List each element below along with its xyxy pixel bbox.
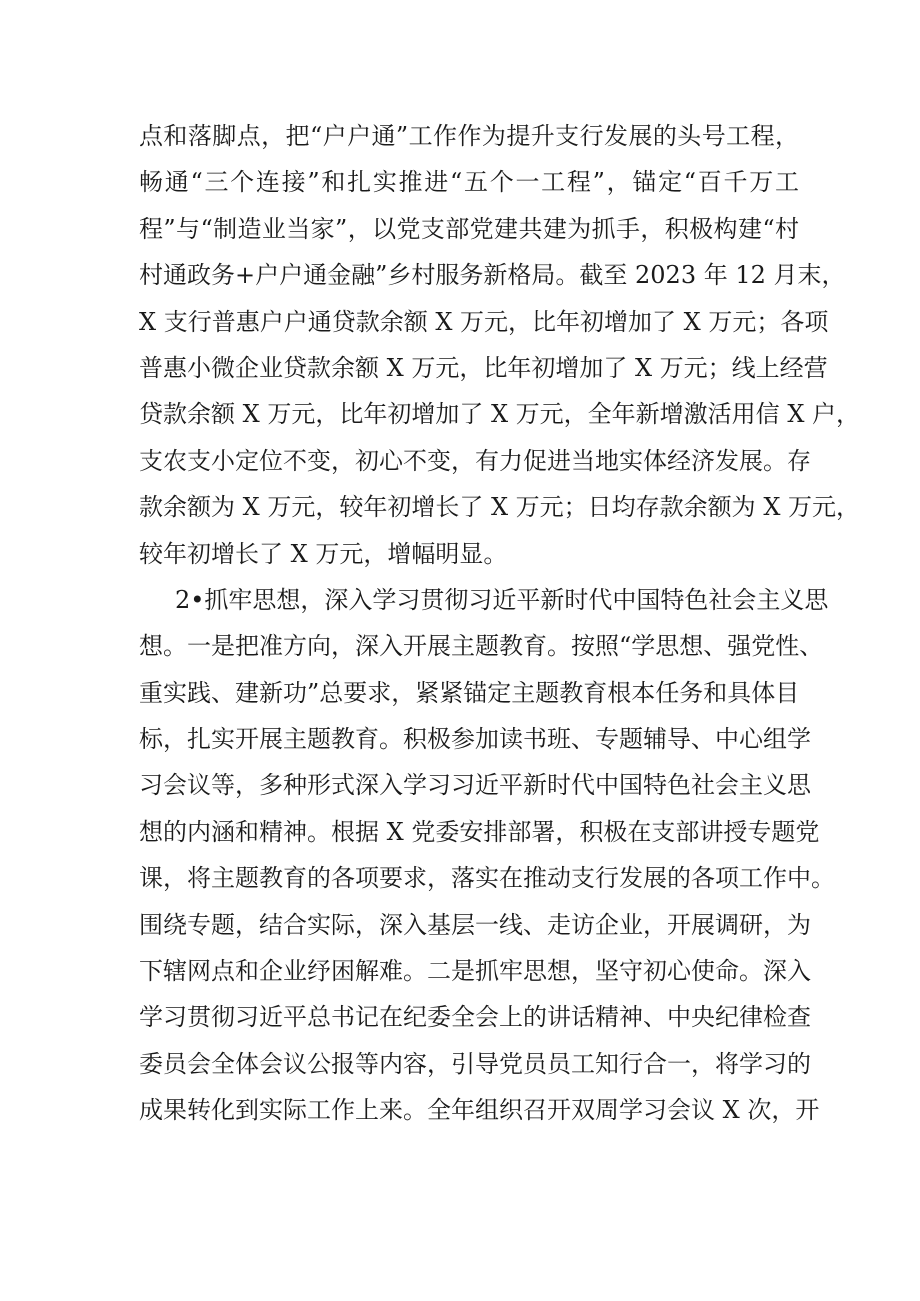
paragraph-2-line: 标，扎实开展主题教育。积极参加读书班、专题辅导、中心组学 bbox=[139, 725, 811, 754]
paragraph-2 bbox=[139, 577, 835, 1134]
paragraph-2-line: 下辖网点和企业纾困解难。二是抓牢思想，坚守初心使命。深入 bbox=[139, 957, 811, 986]
paragraph-2-line: 学习贯彻习近平总书记在纪委全会上的讲话精神、中央纪律检查 bbox=[139, 1003, 811, 1032]
paragraph-1-line: 村通政务+户户通金融”乡村服务新格局。截至 2023 年 12 月末， bbox=[139, 261, 846, 290]
paragraph-1-line: X 支行普惠户户通贷款余额 X 万元，比年初增加了 X 万元；各项 bbox=[139, 307, 829, 336]
paragraph-2-line: 重实践、建新功”总要求，紧紧锚定主题教育根本任务和具体目 bbox=[139, 678, 800, 707]
paragraph-1-line: 较年初增长了 X 万元，增幅明显。 bbox=[139, 539, 508, 568]
paragraph-2-line: 2•抓牢思想，深入学习贯彻习近平新时代中国特色社会主义思 bbox=[175, 585, 829, 614]
paragraph-1-line: 点和落脚点，把“户户通”工作作为提升支行发展的头号工程， bbox=[139, 122, 799, 150]
paragraph-2-line: 委员会全体会议公报等内容，引导党员员工知行合一，将学习的 bbox=[139, 1049, 811, 1078]
paragraph-1-line: 程”与“制造业当家”，以党支部党建共建为抓手，积极构建“村 bbox=[139, 214, 799, 243]
paragraph-2-line: 想的内涵和精神。根据 X 党委安排部署，积极在支部讲授专题党 bbox=[139, 817, 820, 846]
paragraph-1-line: 普惠小微企业贷款余额 X 万元，比年初增加了 X 万元；线上经营 bbox=[139, 353, 828, 382]
paragraph-1-line: 款余额为 X 万元，较年初增长了 X 万元；日均存款余额为 X 万元， bbox=[139, 493, 861, 522]
document-body bbox=[139, 113, 861, 1134]
paragraph-2-line: 围绕专题，结合实际，深入基层一线、走访企业，开展调研，为 bbox=[139, 910, 811, 939]
paragraph-1-line: 支农支小定位不变，初心不变，有力促进当地实体经济发展。存 bbox=[139, 446, 811, 475]
paragraph-2-line: 习会议等，多种形式深入学习习近平新时代中国特色社会主义思 bbox=[139, 771, 811, 800]
paragraph-1-line: 畅通“三个连接”和扎实推进“五个一工程”，锚定“百千万工 bbox=[139, 168, 799, 197]
paragraph-1 bbox=[139, 113, 861, 577]
paragraph-2-line: 成果转化到实际工作上来。全年组织召开双周学习会议 X 次，开 bbox=[139, 1096, 820, 1125]
paragraph-2-line: 课，将主题教育的各项要求，落实在推动支行发展的各项工作中。 bbox=[139, 864, 835, 893]
paragraph-2-line: 想。一是把准方向，深入开展主题教育。按照“学思想、强党性、 bbox=[139, 632, 824, 661]
paragraph-1-line: 贷款余额 X 万元，比年初增加了 X 万元，全年新增激活用信 X 户， bbox=[139, 400, 861, 429]
